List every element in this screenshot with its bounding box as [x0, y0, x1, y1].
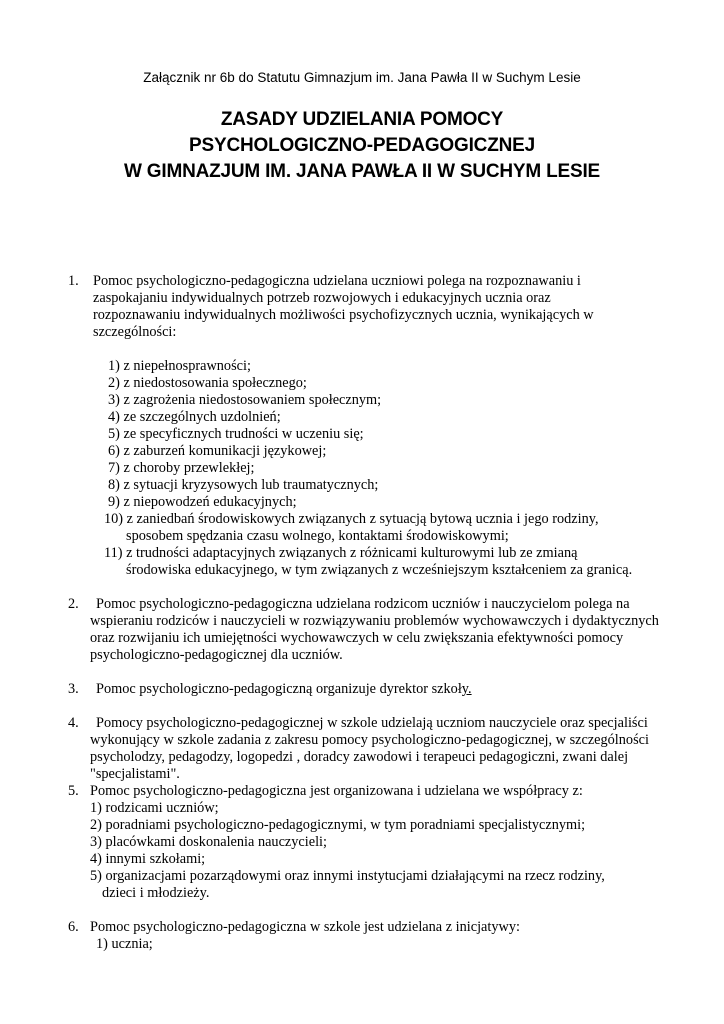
section-1-line-3: rozpoznawaniu indywidualnych możliwości psychofizycznych ucznia, wynikających w [93, 307, 594, 323]
section-1-item-10-cont: sposobem spędzania czasu wolnego, kontaktami środowiskowymi; [126, 528, 509, 544]
title-line-3: W GIMNAZJUM IM. JANA PAWŁA II W SUCHYM LESIE [123, 161, 601, 182]
section-1-line-4: szczególności: [93, 324, 177, 340]
section-3-text-tail: y. [461, 681, 472, 697]
section-5-number: 5. [68, 783, 79, 799]
section-2-number: 2. [68, 596, 79, 612]
section-1-item-6: 6) z zaburzeń komunikacji językowej; [108, 443, 327, 459]
title-line-2: PSYCHOLOGICZNO-PEDAGOGICZNEJ [189, 135, 535, 156]
section-3-number: 3. [68, 681, 79, 697]
section-4-line-1: Pomocy psychologiczno-pedagogicznej w szkole udzielają uczniom nauczyciele oraz specjaliści [96, 715, 648, 731]
section-3-text-main: Pomoc psychologiczno-pedagogiczną organizuje dyrektor szkoł [96, 681, 462, 697]
section-2-line-4: psychologiczno-pedagogicznej dla uczniów. [90, 647, 343, 663]
section-6-line: Pomoc psychologiczno-pedagogiczna w szkole jest udzielana z inicjatywy: [90, 919, 520, 935]
section-1-item-2: 2) z niedostosowania społecznego; [108, 375, 307, 391]
section-2-line-3: oraz rozwijaniu ich umiejętności wychowawczych w celu zwiększania efektywności pomocy [90, 630, 624, 646]
section-1-item-7: 7) z choroby przewlekłej; [108, 460, 255, 476]
document-title [0, 107, 724, 185]
section-1-line-2: zaspokajaniu indywidualnych potrzeb rozwojowych i edukacyjnych ucznia oraz [93, 290, 551, 306]
section-2-line-2: wspieraniu rodziców i nauczycieli w rozwiązywaniu problemów wychowawczych i dydaktycznych [90, 613, 659, 629]
title-line-1: ZASADY UDZIELANIA POMOCY [220, 109, 504, 130]
section-5-line: Pomoc psychologiczno-pedagogiczna jest organizowana i udzielana we współpracy z: [90, 783, 583, 799]
section-4-line-2: wykonujący w szkole zadania z zakresu pomocy psychologiczno-pedagogicznej, w szczególności [90, 732, 649, 748]
section-1-item-11: 11) z trudności adaptacyjnych związanych z różnicami kulturowymi lub ze zmianą [104, 545, 578, 561]
section-5-item-5-cont: dzieci i młodzieży. [102, 885, 210, 901]
section-4-number: 4. [68, 715, 79, 731]
section-1-item-11-cont: środowiska edukacyjnego, w tym związanych z wcześniejszym kształceniem za granicą. [126, 562, 633, 578]
section-5-item-2: 2) poradniami psychologiczno-pedagogicznymi, w tym poradniami specjalistycznymi; [90, 817, 586, 833]
section-4-line-3: psycholodzy, pedagodzy, logopedzi , doradcy zawodowi i terapeuci pedagogiczni, zwani dalej [90, 749, 629, 765]
section-1-number: 1. [68, 273, 79, 289]
section-1-item-1: 1) z niepełnosprawności; [108, 358, 251, 374]
document-header: Załącznik nr 6b do Statutu Gimnazjum im. Jana Pawła II w Suchym Lesie [143, 70, 581, 85]
section-2-line-1: Pomoc psychologiczno-pedagogiczna udzielana rodzicom uczniów i nauczycielom polega na [96, 596, 630, 612]
section-6-number: 6. [68, 919, 79, 935]
section-4-line-4: "specjalistami". [90, 766, 180, 782]
section-1-item-5: 5) ze specyficznych trudności w uczeniu się; [108, 426, 364, 442]
section-3-text [96, 681, 472, 698]
section-5-item-3: 3) placówkami doskonalenia nauczycieli; [90, 834, 328, 850]
section-1-line-1: Pomoc psychologiczno-pedagogiczna udzielana uczniowi polega na rozpoznawaniu i [93, 273, 581, 289]
section-1-item-10: 10) z zaniedbań środowiskowych związanych z sytuacją bytową ucznia i jego rodziny, [104, 511, 599, 527]
section-1-item-4: 4) ze szczególnych uzdolnień; [108, 409, 281, 425]
section-1-item-9: 9) z niepowodzeń edukacyjnych; [108, 494, 297, 510]
section-5-item-1: 1) rodzicami uczniów; [90, 800, 219, 816]
section-1-item-3: 3) z zagrożenia niedostosowaniem społecznym; [108, 392, 382, 408]
section-5-item-4: 4) innymi szkołami; [90, 851, 206, 867]
section-6-item-1: 1) ucznia; [96, 936, 153, 952]
section-1-item-8: 8) z sytuacji kryzysowych lub traumatycznych; [108, 477, 379, 493]
section-5-item-5: 5) organizacjami pozarządowymi oraz innymi instytucjami działającymi na rzecz rodziny, [90, 868, 605, 884]
